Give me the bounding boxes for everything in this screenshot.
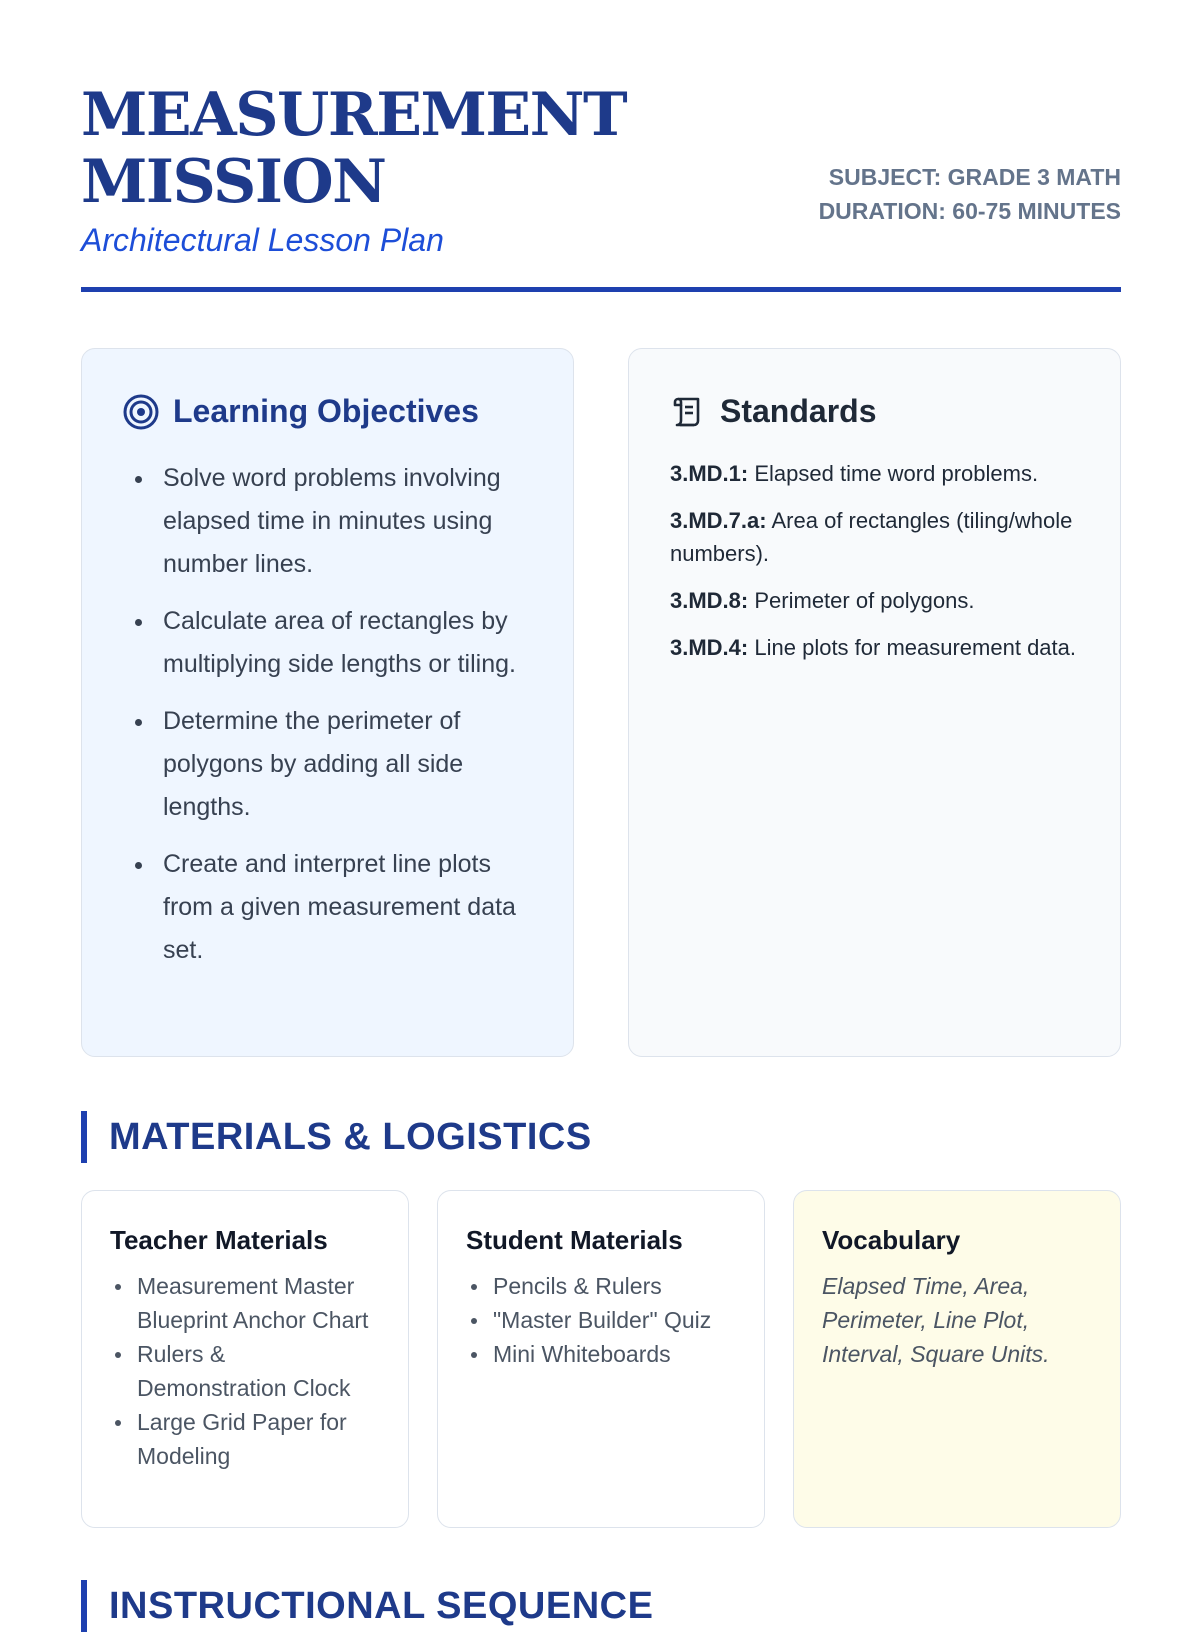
standard-item bbox=[670, 504, 1090, 570]
student-materials-list bbox=[466, 1269, 736, 1371]
header-divider bbox=[81, 287, 1121, 292]
vocabulary-text: Elapsed Time, Area, Perimeter, Line Plot, Interval, Square Units. bbox=[822, 1273, 1050, 1367]
list-item: Create and interpret line plots from a given measurement data set. bbox=[123, 843, 543, 972]
list-item: Rulers & Demonstration Clock bbox=[110, 1337, 380, 1405]
standard-item bbox=[670, 584, 1090, 617]
list-item: Mini Whiteboards bbox=[466, 1337, 736, 1371]
list-item: Solve word problems involving elapsed time in minutes using number lines. bbox=[123, 457, 543, 586]
standard-code: 3.MD.4: bbox=[670, 635, 749, 660]
objectives-header bbox=[123, 393, 479, 430]
page-header bbox=[81, 82, 1121, 294]
sequence-heading: INSTRUCTIONAL SEQUENCE bbox=[81, 1580, 653, 1632]
page-title: MEASUREMENT MISSION bbox=[81, 80, 627, 217]
standard-code: 3.MD.1: bbox=[670, 461, 749, 486]
duration-label: DURATION: 60-75 MINUTES bbox=[818, 198, 1121, 224]
page-subtitle: Architectural Lesson Plan bbox=[81, 222, 444, 258]
objectives-list bbox=[123, 457, 543, 986]
standard-code: 3.MD.7.a: bbox=[670, 508, 767, 533]
standard-text: Area of rectangles (tiling/whole numbers). bbox=[670, 508, 1073, 566]
objectives-title: Learning Objectives bbox=[173, 393, 479, 429]
scroll-icon bbox=[670, 394, 706, 430]
list-item: Large Grid Paper for Modeling bbox=[110, 1405, 380, 1473]
list-item: Pencils & Rulers bbox=[466, 1269, 736, 1303]
teacher-materials-list bbox=[110, 1269, 380, 1473]
standard-text: Line plots for measurement data. bbox=[754, 635, 1076, 660]
list-item: "Master Builder" Quiz bbox=[466, 1303, 736, 1337]
standard-code: 3.MD.8: bbox=[670, 588, 749, 613]
materials-heading: MATERIALS & LOGISTICS bbox=[81, 1111, 592, 1163]
objectives-card bbox=[81, 348, 574, 1057]
list-item: Determine the perimeter of polygons by adding all side lengths. bbox=[123, 700, 543, 829]
standards-header bbox=[670, 393, 876, 430]
student-materials-card bbox=[437, 1190, 765, 1528]
standards-card bbox=[628, 348, 1121, 1057]
standard-item bbox=[670, 631, 1090, 664]
standards-title: Standards bbox=[720, 393, 877, 429]
standard-text: Elapsed time word problems. bbox=[754, 461, 1039, 486]
standard-text: Perimeter of polygons. bbox=[754, 588, 975, 613]
standards-list bbox=[670, 457, 1090, 678]
teacher-materials-title: Teacher Materials bbox=[110, 1225, 328, 1255]
student-materials-title: Student Materials bbox=[466, 1225, 683, 1255]
vocabulary-title: Vocabulary bbox=[822, 1225, 961, 1255]
subject-label: SUBJECT: GRADE 3 MATH bbox=[828, 164, 1121, 190]
list-item: Measurement Master Blueprint Anchor Chart bbox=[110, 1269, 380, 1337]
standard-item bbox=[670, 457, 1090, 490]
list-item: Calculate area of rectangles by multiplying side lengths or tiling. bbox=[123, 600, 543, 686]
lesson-meta bbox=[801, 160, 1121, 228]
vocabulary-card bbox=[793, 1190, 1121, 1528]
target-icon bbox=[123, 394, 159, 430]
teacher-materials-card bbox=[81, 1190, 409, 1528]
